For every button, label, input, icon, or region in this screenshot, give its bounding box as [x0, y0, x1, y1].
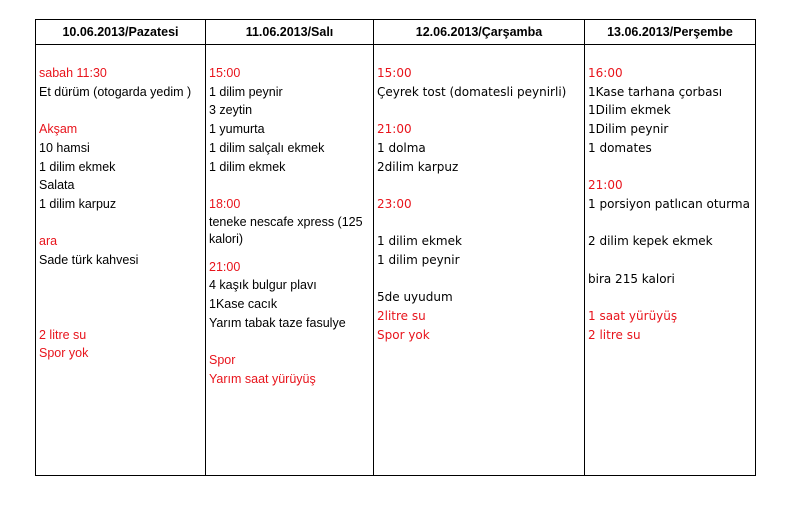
- meal-time: 21:00: [209, 259, 241, 274]
- food-item: 1 dilim karpuz: [39, 196, 117, 211]
- food-item: 1 dilim ekmek: [209, 159, 286, 174]
- food-item: 1Dilim peynir: [588, 122, 669, 137]
- meal-time: sabah 11:30: [39, 66, 107, 80]
- day-header-thursday: 13.06.2013/Perşembe: [585, 20, 756, 45]
- food-item: 4 kaşık bulgur plavı: [209, 278, 317, 293]
- day-column-wednesday: [374, 45, 585, 476]
- sport-note: 1 saat yürüyüş: [588, 309, 678, 324]
- food-item: Salata: [39, 178, 75, 193]
- day-header-monday: 10.06.2013/Pazatesi: [36, 20, 206, 45]
- water-note: 2 litre su: [39, 327, 87, 342]
- meal-time: 21:00: [377, 122, 412, 137]
- header-row: [36, 20, 756, 45]
- meal-time: 15:00: [377, 66, 412, 80]
- day-column-monday: [36, 45, 206, 476]
- food-item: Yarım tabak taze fasulye: [209, 315, 346, 330]
- day-column-thursday: [585, 45, 756, 476]
- food-item: 2dilim karpuz: [377, 159, 459, 174]
- food-item: 1Dilim ekmek: [588, 103, 671, 118]
- day-column-tuesday: [206, 45, 374, 476]
- food-item: 1 dilim ekmek: [377, 234, 462, 249]
- food-item: Sade türk kahvesi: [39, 253, 139, 267]
- day-header-wednesday: 12.06.2013/Çarşamba: [374, 20, 585, 45]
- sport-note: Spor yok: [377, 327, 430, 342]
- food-item: teneke nescafe xpress (125 kalori): [209, 214, 363, 246]
- food-item: 1 dilim peynir: [377, 252, 460, 267]
- sport-note: Yarım saat yürüyüş: [209, 371, 316, 386]
- food-item: Çeyrek tost (domatesli peynirli): [377, 84, 567, 99]
- food-item: 1 dolma: [377, 140, 426, 155]
- meal-time: 15:00: [209, 66, 241, 80]
- meal-time: 16:00: [588, 66, 623, 80]
- meal-time: 23:00: [377, 196, 412, 211]
- sleep-note: 5de uyudum: [377, 290, 453, 305]
- meal-time: 21:00: [588, 178, 623, 193]
- diet-plan-table: [35, 19, 756, 476]
- food-item: 1 porsiyon patlıcan oturma: [588, 196, 750, 211]
- food-item: Et dürüm (otogarda yedim ): [39, 84, 192, 99]
- food-item: 1Kase cacık: [209, 297, 278, 312]
- meal-label: Akşam: [39, 122, 78, 137]
- food-item: 1 dilim peynir: [209, 84, 283, 99]
- sport-label: Spor: [209, 353, 236, 368]
- sport-note: Spor yok: [39, 346, 89, 361]
- food-item: 1Kase tarhana çorbası: [588, 84, 723, 99]
- food-item: 2 dilim kepek ekmek: [588, 234, 713, 249]
- food-item: bira 215 kalori: [588, 271, 675, 286]
- food-item: 1 dilim ekmek: [39, 159, 116, 174]
- food-item: 10 hamsi: [39, 140, 90, 155]
- food-item: 1 dilim salçalı ekmek: [209, 140, 325, 155]
- meal-time: 18:00: [209, 196, 241, 211]
- food-item: 1 yumurta: [209, 122, 265, 137]
- meal-label: ara: [39, 234, 58, 249]
- water-note: 2litre su: [377, 309, 426, 324]
- food-item: 1 domates: [588, 140, 652, 155]
- body-row: [36, 45, 756, 476]
- day-header-tuesday: 11.06.2013/Salı: [206, 20, 374, 45]
- water-note: 2 litre su: [588, 327, 641, 342]
- food-item: 3 zeytin: [209, 103, 253, 118]
